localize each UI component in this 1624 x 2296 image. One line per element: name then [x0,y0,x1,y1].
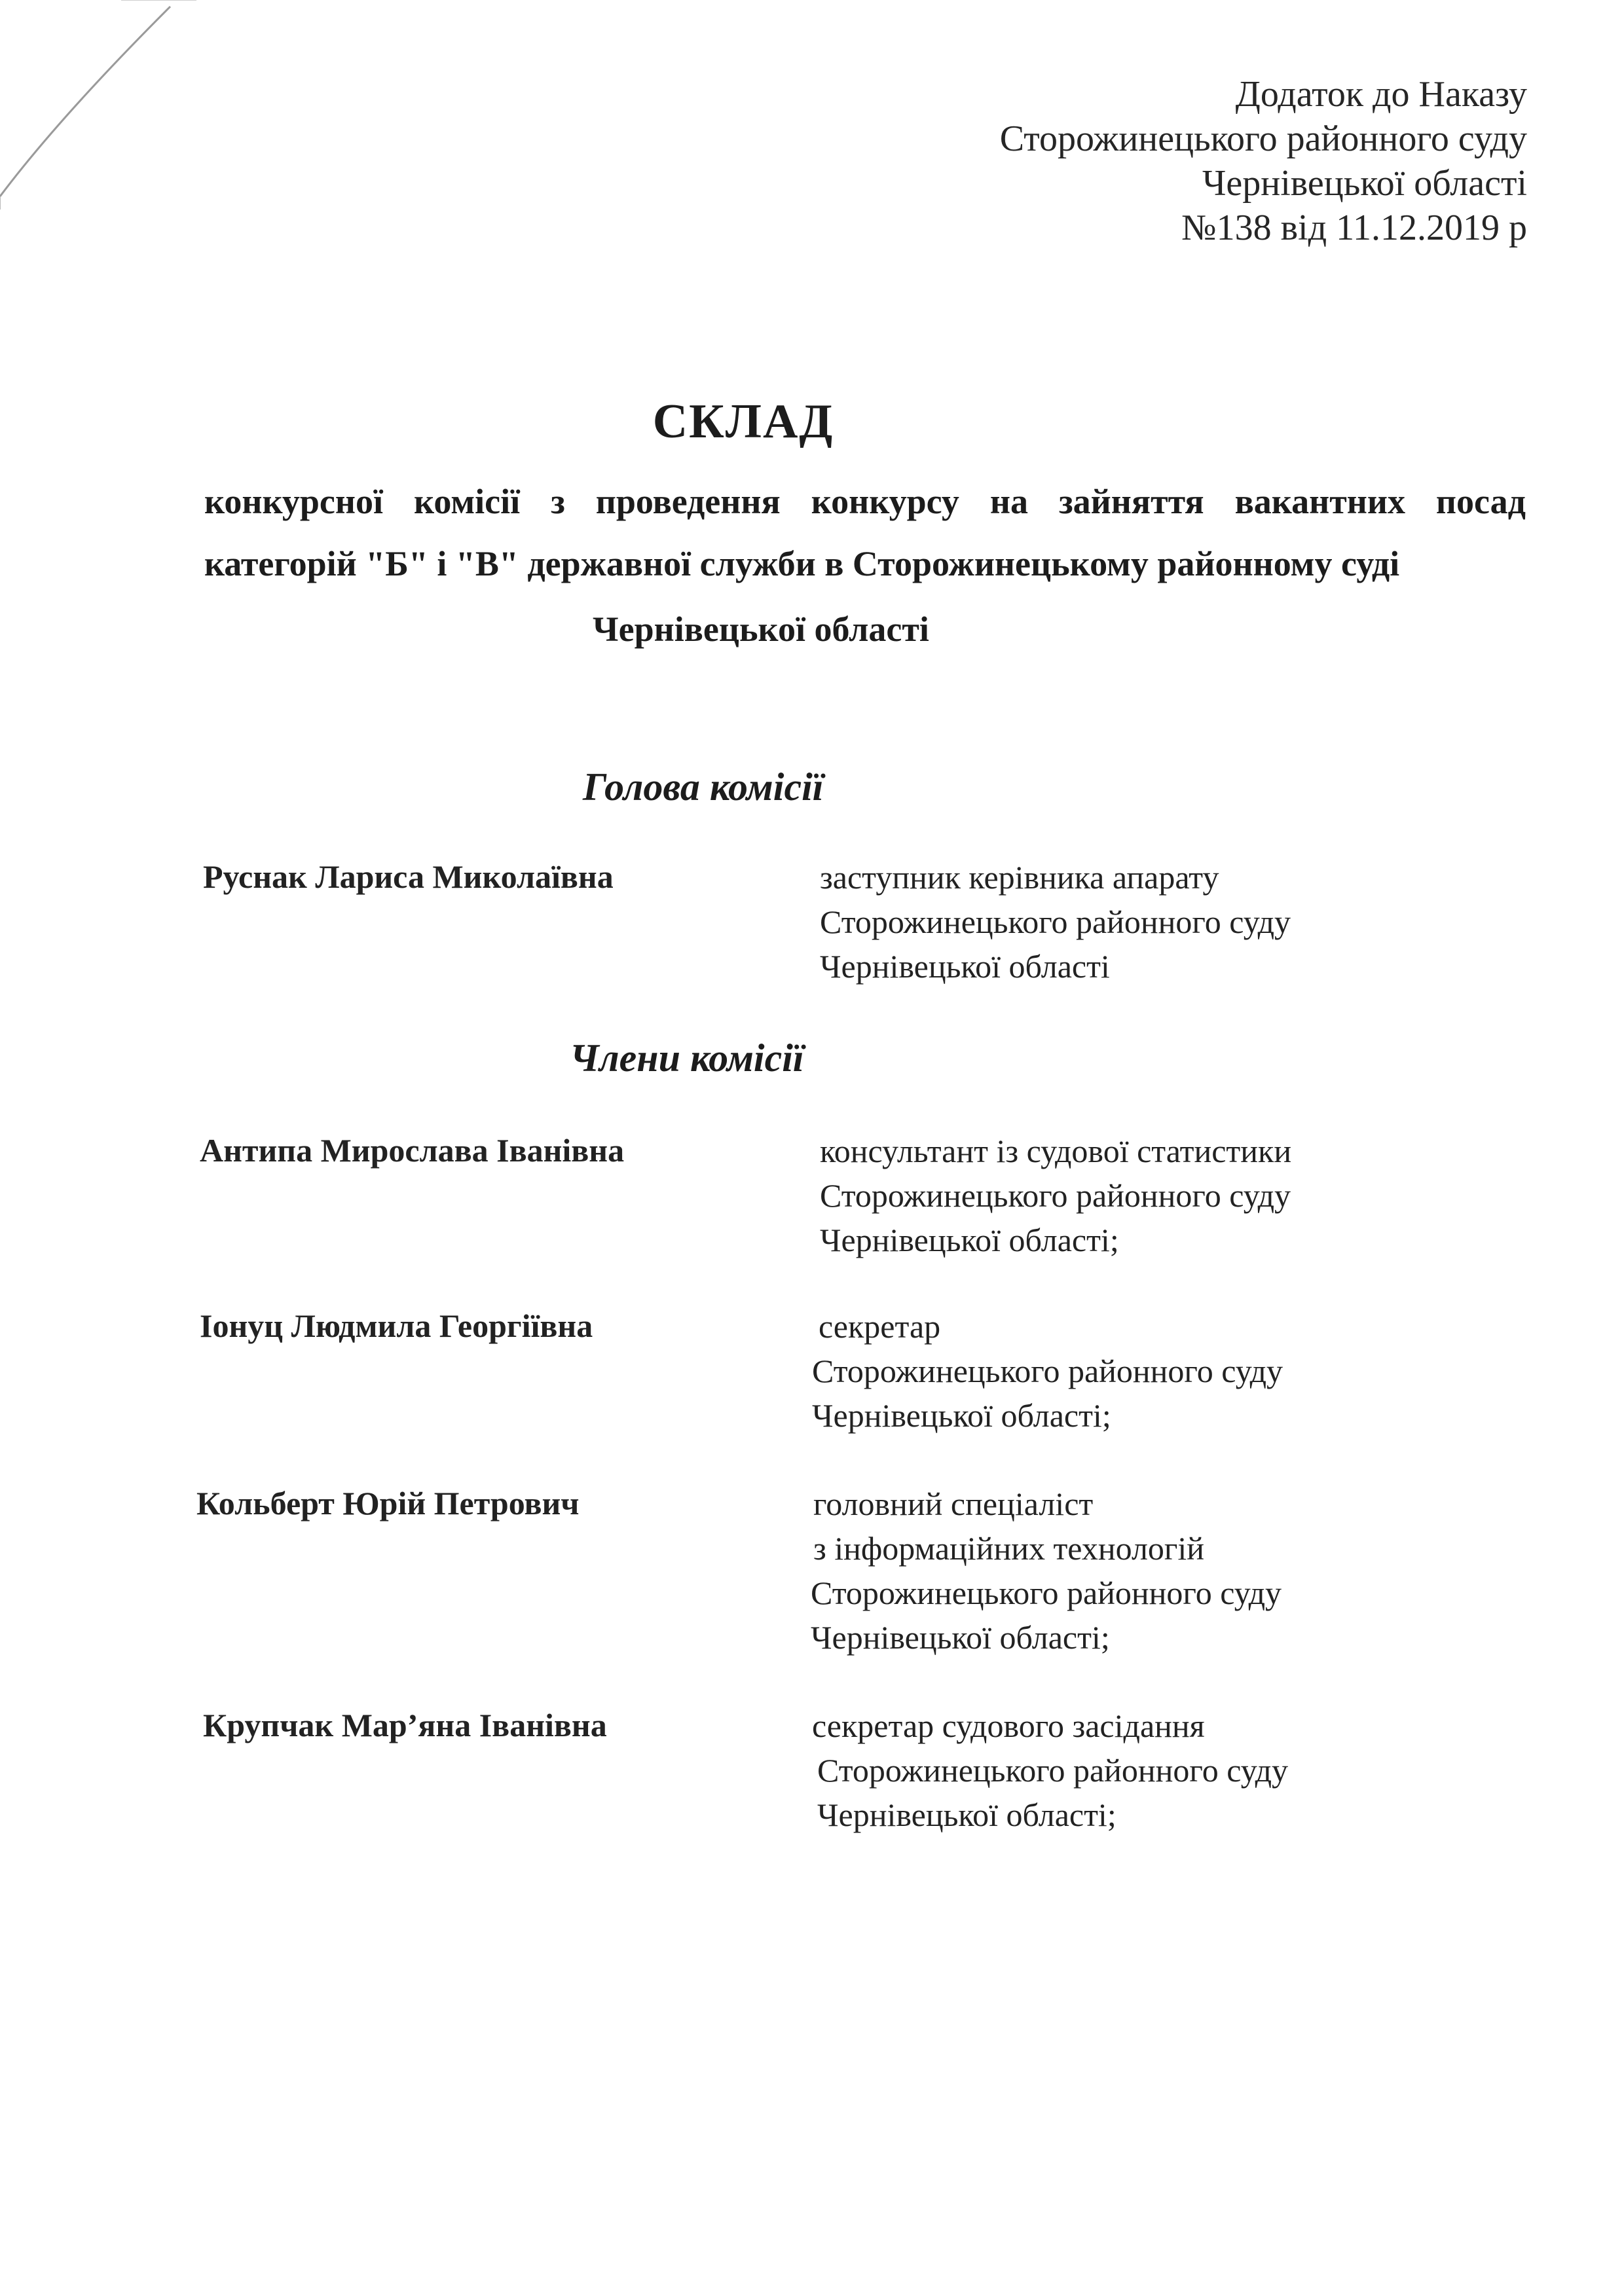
order-annex-header [1000,72,1527,250]
role-line: з інформаційних технологій [813,1530,1205,1567]
header-line: Додаток до Наказу [1235,74,1527,115]
header-line: Сторожинецького районного суду [999,118,1527,159]
role-line: Сторожинецького районного суду [817,1752,1289,1789]
role-line: головний спеціаліст [813,1485,1094,1522]
person-name: Кольберт Юрій Петрович [196,1485,580,1522]
person-role [820,855,1291,989]
role-line: Сторожинецького районного суду [820,1177,1291,1214]
role-line: Чернівецької області; [820,1222,1119,1258]
person-role [811,1482,1282,1660]
role-line: Чернівецької області; [817,1796,1116,1833]
person-name: Руснак Лариса Миколаївна [203,858,614,895]
document-title: СКЛАД [652,395,834,448]
role-line: Сторожинецького районного суду [820,903,1291,940]
page-corner-fold [0,0,196,210]
role-line: Чернівецької області; [811,1619,1110,1656]
document-subtitle-line: категорій "Б" і "В" державної служби в Сторожинецькому районному суді [204,544,1400,583]
role-line: Чернівецької області; [812,1397,1111,1434]
role-line: Сторожинецького районного суду [812,1353,1283,1389]
person-role [820,1129,1291,1262]
person-name: Крупчак Мар’яна Іванівна [203,1707,607,1743]
role-line: Сторожинецького районного суду [811,1575,1282,1611]
members-heading: Члени комісії [570,1036,804,1080]
document-subtitle-line: Чернівецької області [593,610,929,649]
role-line: Чернівецької області [820,948,1110,985]
role-line: секретар [819,1308,941,1345]
person-name: Іонуц Людмила Георгіївна [200,1307,593,1344]
chair-heading: Голова комісії [583,765,824,809]
role-line: секретар судового засідання [812,1707,1205,1744]
document-subtitle-line: конкурсної комісії з проведення конкурсу на зайняття вакантних посад [204,482,1526,521]
person-role [812,1704,1288,1837]
person-name: Антипа Мирослава Іванівна [200,1132,625,1169]
header-line: Чернівецької області [1202,163,1527,204]
role-line: консультант із судової статистики [820,1133,1292,1169]
role-line: заступник керівника апарату [820,859,1219,896]
person-role [812,1304,1283,1438]
header-line: №138 від 11.12.2019 р [1181,208,1527,248]
